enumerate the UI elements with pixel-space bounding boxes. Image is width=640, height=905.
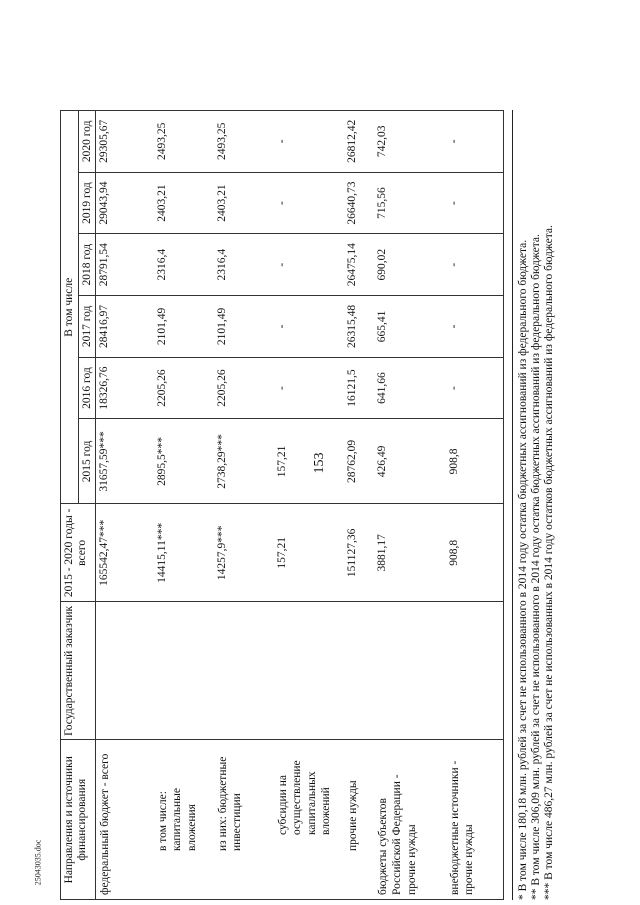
header-total: 2015 - 2020 годы - всего bbox=[61, 504, 96, 602]
total-cell: 908,8 bbox=[446, 504, 504, 602]
value-cell: 2101,49 bbox=[214, 296, 274, 358]
header-year: 2015 год bbox=[78, 419, 96, 504]
row-label: федеральный бюджет - всего bbox=[96, 740, 154, 900]
table-row bbox=[344, 111, 374, 900]
customer-cell bbox=[214, 602, 274, 740]
customer-cell bbox=[344, 602, 374, 740]
row-label: бюджеты субъектов Российской Федерации - прочие нужды bbox=[374, 740, 446, 900]
value-cell: - bbox=[274, 172, 344, 234]
rotated-page-content bbox=[60, 60, 580, 900]
value-cell: 29043,94 bbox=[96, 172, 154, 234]
page-number: 153 bbox=[312, 452, 327, 474]
value-cell: 2493,25 bbox=[214, 111, 274, 173]
table-row bbox=[96, 111, 154, 900]
header-year: 2017 год bbox=[78, 296, 96, 358]
value-cell: 26640,73 bbox=[344, 172, 374, 234]
value-cell: 2316,4 bbox=[214, 234, 274, 296]
value-cell: 2205,26 bbox=[154, 357, 214, 419]
financing-table bbox=[60, 110, 504, 900]
value-cell: 18326,76 bbox=[96, 357, 154, 419]
value-cell: 16121,5 bbox=[344, 357, 374, 419]
value-cell: - bbox=[446, 296, 504, 358]
value-cell: 2895,5*** bbox=[154, 419, 214, 504]
table-row bbox=[274, 111, 344, 900]
header-year: 2018 год bbox=[78, 234, 96, 296]
row-label: прочие нужды bbox=[344, 740, 374, 900]
footnotes bbox=[512, 110, 556, 900]
customer-cell bbox=[374, 602, 446, 740]
value-cell: - bbox=[274, 296, 344, 358]
value-cell: 28762,09 bbox=[344, 419, 374, 504]
value-cell: 2205,26 bbox=[214, 357, 274, 419]
total-cell: 14257,9*** bbox=[214, 504, 274, 602]
value-cell: - bbox=[274, 357, 344, 419]
value-cell: 2403,21 bbox=[214, 172, 274, 234]
value-cell: 157,21 bbox=[274, 419, 344, 504]
value-cell: 715,56 bbox=[374, 172, 446, 234]
footnote: * В том числе 180,18 млн. рублей за счет не использованного в 2014 году остатка бюджетных ассигнований из федерального бюджета. bbox=[517, 239, 529, 900]
value-cell: - bbox=[446, 172, 504, 234]
document-id: 25043035.doc bbox=[33, 839, 43, 886]
value-cell: 26315,48 bbox=[344, 296, 374, 358]
row-label: в том числе: капитальные вложения bbox=[154, 740, 214, 900]
value-cell: - bbox=[274, 111, 344, 173]
value-cell: - bbox=[446, 357, 504, 419]
total-cell: 3881,17 bbox=[374, 504, 446, 602]
customer-cell bbox=[274, 602, 344, 740]
header-year: 2016 год bbox=[78, 357, 96, 419]
value-cell: 28791,54 bbox=[96, 234, 154, 296]
row-label: субсидии на осуществление капитальных вложений bbox=[274, 740, 344, 900]
row-label: внебюджетные источники - прочие нужды bbox=[446, 740, 504, 900]
value-cell: 2101,49 bbox=[154, 296, 214, 358]
customer-cell bbox=[96, 602, 154, 740]
value-cell: 26475,14 bbox=[344, 234, 374, 296]
value-cell: 2493,25 bbox=[154, 111, 214, 173]
value-cell: - bbox=[446, 111, 504, 173]
header-including: В том числе bbox=[61, 111, 79, 504]
total-cell: 151127,36 bbox=[344, 504, 374, 602]
header-direction: Направления и источники финансирования bbox=[61, 740, 96, 900]
value-cell: 26812,42 bbox=[344, 111, 374, 173]
value-cell: 28416,97 bbox=[96, 296, 154, 358]
value-cell: 665,41 bbox=[374, 296, 446, 358]
value-cell: 742,03 bbox=[374, 111, 446, 173]
total-cell: 157,21 bbox=[274, 504, 344, 602]
value-cell: 31657,59*** bbox=[96, 419, 154, 504]
value-cell: 641,66 bbox=[374, 357, 446, 419]
value-cell: 908,8 bbox=[446, 419, 504, 504]
header-customer: Государственный заказчик bbox=[61, 602, 96, 740]
table-row bbox=[374, 111, 446, 900]
value-cell: 426,49 bbox=[374, 419, 446, 504]
total-cell: 165542,47*** bbox=[96, 504, 154, 602]
header-year: 2020 год bbox=[78, 111, 96, 173]
customer-cell bbox=[446, 602, 504, 740]
footnote: ** В том числе 306,09 млн. рублей за счет не использованного в 2014 году остатка бюджетных ассигнований из федерального бюджета. bbox=[530, 234, 542, 900]
value-cell: 2403,21 bbox=[154, 172, 214, 234]
value-cell: 2738,29*** bbox=[214, 419, 274, 504]
value-cell: - bbox=[446, 234, 504, 296]
table-row bbox=[214, 111, 274, 900]
customer-cell bbox=[154, 602, 214, 740]
total-cell: 14415,11*** bbox=[154, 504, 214, 602]
value-cell: 690,02 bbox=[374, 234, 446, 296]
footnote: *** В том числе 486,27 млн. рублей за счет не использованных в 2014 году остатков бюджетных ассигнований из федерального бюджета. bbox=[543, 225, 555, 900]
value-cell: 29305,67 bbox=[96, 111, 154, 173]
value-cell: - bbox=[274, 234, 344, 296]
header-year: 2019 год bbox=[78, 172, 96, 234]
table-row bbox=[154, 111, 214, 900]
table-row bbox=[446, 111, 504, 900]
row-label: из них: бюджетные инвестиции bbox=[214, 740, 274, 900]
value-cell: 2316,4 bbox=[154, 234, 214, 296]
